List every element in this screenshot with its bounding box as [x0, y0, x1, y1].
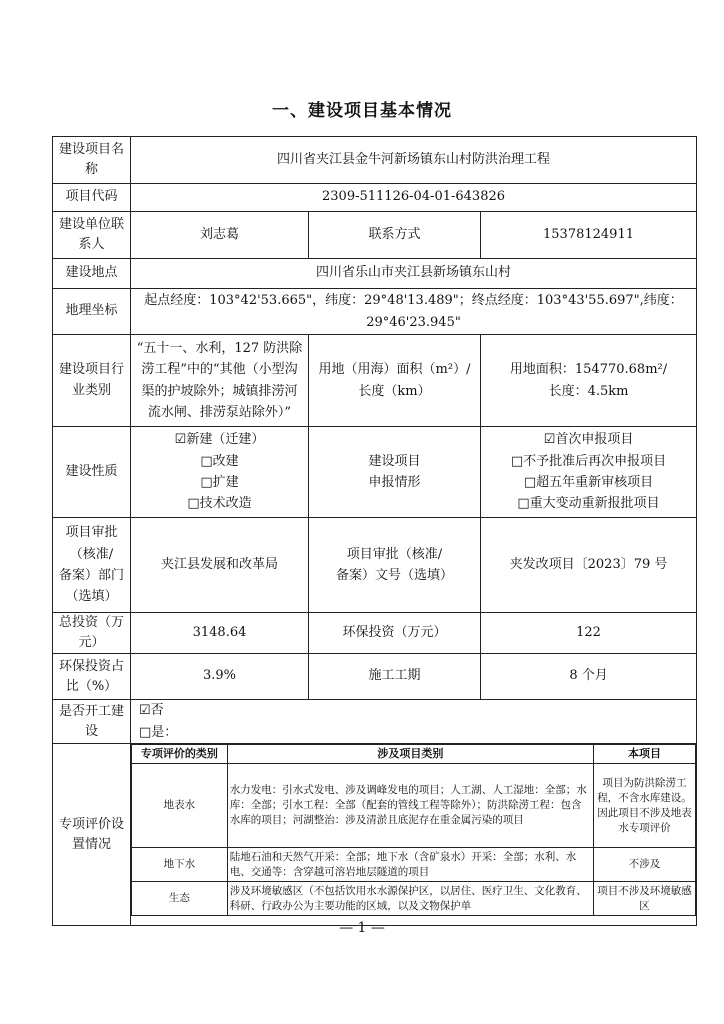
- started-options: [131, 700, 697, 744]
- special-result: 不涉及: [594, 848, 696, 882]
- special-category: 生态: [132, 882, 228, 916]
- contact-label: 建设单位联系人: [53, 212, 131, 259]
- special-result: 项目不涉及环境敏感区: [594, 882, 696, 916]
- approval-doc-label-line: 备案）文号（选填）: [335, 568, 453, 583]
- project-code-value: 2309-511126-04-01-643826: [131, 184, 697, 212]
- approval-dept-label: [53, 518, 131, 613]
- special-result: 项目为防洪除涝工程，不含水库建设。因此项目不涉及地表水专项评价: [594, 764, 696, 848]
- land-area-value-line: 长度：4.5km: [548, 383, 629, 399]
- special-evaluation-table: [131, 744, 696, 916]
- row-location: [53, 259, 697, 289]
- row-coords: [53, 289, 697, 335]
- declare-label-line: 建设项目: [368, 453, 421, 469]
- declare-label: [309, 427, 481, 518]
- nature-option-expand[interactable]: □扩建: [200, 475, 239, 490]
- investment-value: 3148.64: [131, 613, 309, 654]
- nature-label: 建设性质: [53, 427, 131, 518]
- approval-dept-value: 夹江县发展和改革局: [131, 518, 309, 613]
- contact-name: 刘志葛: [131, 212, 309, 259]
- special-table-cell: [131, 744, 697, 926]
- row-started: [53, 700, 697, 744]
- table-row: [132, 764, 696, 848]
- contact-phone: 15378124911: [481, 212, 697, 259]
- special-label: 专项评价设置情况: [53, 744, 131, 926]
- declare-option-major-change[interactable]: □重大变动重新报批项目: [517, 496, 660, 512]
- project-info-table: [52, 136, 697, 926]
- row-investment: [53, 613, 697, 654]
- special-category: 地下水: [132, 848, 228, 882]
- section-title: 一、建设项目基本情况: [272, 101, 452, 121]
- nature-option-rebuild[interactable]: □改建: [200, 453, 239, 469]
- started-label: 是否开工建设: [53, 700, 131, 744]
- declare-options: [481, 427, 697, 518]
- nature-option-tech[interactable]: □技术改造: [187, 496, 252, 512]
- location-value: 四川省乐山市夹江县新场镇东山村: [131, 259, 697, 289]
- row-project-code: [53, 184, 697, 212]
- duration-value: 8 个月: [481, 654, 697, 700]
- ratio-value: 3.9%: [131, 654, 309, 700]
- duration-label: 施工工期: [309, 654, 481, 700]
- declare-option-resubmit[interactable]: □不予批准后再次申报项目: [510, 453, 667, 469]
- special-header-this-project: 本项目: [594, 745, 696, 764]
- row-contact: [53, 212, 697, 259]
- industry-line: 流水闸、排涝泵站除外）”: [147, 404, 292, 420]
- location-label: 建设地点: [53, 259, 131, 289]
- approval-doc-label: [309, 518, 481, 613]
- nature-options: [131, 427, 309, 518]
- industry-line: 涝工程”中的“其他（小型沟: [141, 362, 298, 378]
- land-area-label-line: 长度（km）: [358, 383, 431, 399]
- started-option-yes[interactable]: □是：: [139, 724, 178, 740]
- row-industry: [53, 335, 697, 427]
- special-desc: 陆地石油和天然气开采：全部；地下水（含矿泉水）开采：全部；水利、水电、交通等：含穿越可溶岩地层隧道的项目: [227, 848, 593, 882]
- ratio-label: 环保投资占比（%）: [53, 654, 131, 700]
- declare-option-first[interactable]: ☑首次申报项目: [543, 432, 634, 448]
- industry-line: 渠的护坡除外；城镇排涝河: [141, 383, 298, 399]
- industry-line: “五十一、水利，127 防洪除: [136, 340, 303, 356]
- project-name-label: 建设项目名称: [53, 137, 131, 184]
- declare-option-five-year[interactable]: □超五年重新审核项目: [523, 475, 654, 490]
- declare-label-line: 申报情形: [368, 475, 421, 490]
- row-nature: [53, 427, 697, 518]
- row-approval: [53, 518, 697, 613]
- project-code-label: 项目代码: [53, 184, 131, 212]
- approval-label-line: （核准/: [69, 546, 114, 562]
- special-header-category: 专项评价的类别: [132, 745, 228, 764]
- approval-doc-value: 夹发改项目〔2023〕79 号: [481, 518, 697, 613]
- investment-label: 总投资（万元）: [53, 613, 131, 654]
- project-name-value: 四川省夹江县金牛河新场镇东山村防洪治理工程: [131, 137, 697, 184]
- land-area-value-line: 用地面积：154770.68m²/: [509, 362, 668, 378]
- env-investment-value: 122: [481, 613, 697, 654]
- industry-label: 建设项目行业类别: [53, 335, 131, 427]
- page-number: — 1 —: [339, 920, 385, 936]
- contact-method-label: 联系方式: [309, 212, 481, 259]
- coords-line-1: 起点经度：103°42'53.665"，纬度：29°48'13.489"；终点经度：103°43'55.697",纬度：: [144, 293, 683, 309]
- approval-doc-label-line: 项目审批（核准/: [346, 546, 443, 562]
- special-header-row: [132, 745, 696, 764]
- land-area-value: [481, 335, 697, 427]
- approval-label-line: 项目审批: [65, 525, 118, 541]
- coords-value: [131, 289, 697, 335]
- row-special: [53, 744, 697, 926]
- land-area-label-line: 用地（用海）面积（m²）/: [318, 362, 471, 378]
- table-row: [132, 882, 696, 916]
- approval-label-line: （选填）: [65, 589, 118, 605]
- special-desc: 水力发电：引水式发电、涉及调峰发电的项目；人工湖、人工湿地：全部；水库：全部；引水工程：全部（配套的管线工程等除外）；防洪除涝工程：包含水库的项目；河湖整治：涉及清淤且底泥存在重金属污染的项目: [227, 764, 593, 848]
- nature-option-new[interactable]: ☑新建（迁建）: [174, 432, 265, 448]
- industry-value: [131, 335, 309, 427]
- coords-label: 地理坐标: [53, 289, 131, 335]
- special-category: 地表水: [132, 764, 228, 848]
- special-header-project-type: 涉及项目类别: [227, 745, 593, 764]
- table-row: [132, 848, 696, 882]
- special-desc: 涉及环境敏感区（不包括饮用水水源保护区，以居住、医疗卫生、文化教育、科研、行政办公为主要功能的区域，以及文物保护单: [227, 882, 593, 916]
- land-area-label: [309, 335, 481, 427]
- env-investment-label: 环保投资（万元）: [309, 613, 481, 654]
- approval-label-line: 备案）部门: [58, 568, 124, 583]
- row-ratio: [53, 654, 697, 700]
- coords-line-2: 29°46'23.945": [366, 314, 461, 330]
- row-project-name: [53, 137, 697, 184]
- started-option-no[interactable]: ☑否: [139, 703, 164, 719]
